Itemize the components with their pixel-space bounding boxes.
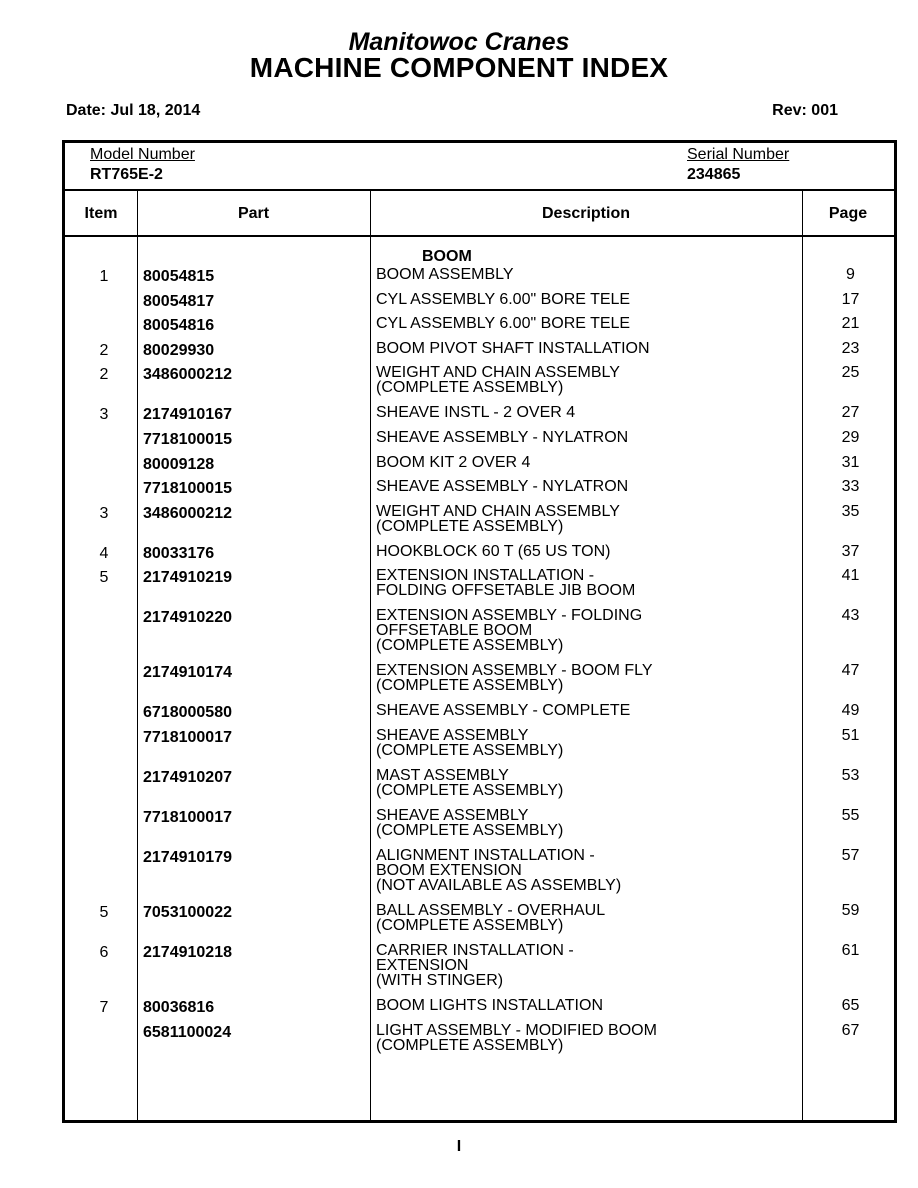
description-line: (COMPLETE ASSEMBLY) (376, 637, 564, 655)
date-label: Date: Jul 18, 2014 (66, 102, 201, 119)
description-cell (376, 998, 603, 1013)
item-cell: 7 (99, 998, 109, 1016)
component-index-table (62, 140, 897, 1123)
description-cell (376, 808, 563, 838)
page-cell: 53 (841, 766, 860, 784)
part-number-cell: 2174910219 (143, 569, 232, 587)
description-cell (376, 455, 530, 470)
company-name: Manitowoc Cranes (348, 28, 570, 56)
page-cell: 57 (841, 846, 860, 864)
part-number-cell: 80054815 (143, 268, 215, 285)
table-row (65, 568, 894, 608)
item-cell: 6 (99, 943, 109, 961)
description-cell (376, 341, 650, 356)
column-header-description: Description (541, 205, 630, 222)
description-line: EXTENSION INSTALLATION - (376, 567, 595, 585)
page-cell: 61 (841, 941, 860, 959)
description-cell (376, 903, 605, 933)
table-row (65, 808, 894, 848)
model-number-value: RT765E-2 (90, 166, 163, 183)
part-number-cell: 2174910207 (143, 768, 232, 786)
part-number-cell: 2174910179 (143, 848, 232, 866)
item-cell: 1 (99, 268, 109, 285)
page-cell: 21 (841, 315, 860, 333)
part-number-cell: 7718100017 (143, 808, 232, 826)
table-row (65, 903, 894, 943)
part-number-cell: 2174910220 (143, 609, 232, 627)
item-cell: 5 (99, 903, 109, 921)
description-cell (376, 365, 620, 395)
serial-number-label: Serial Number (687, 146, 790, 163)
part-number-cell: 80029930 (143, 341, 215, 359)
page-cell: 9 (846, 266, 855, 283)
table-row (65, 728, 894, 768)
description-line: LIGHT ASSEMBLY - MODIFIED BOOM (376, 1021, 657, 1039)
part-number-cell: 2174910174 (143, 664, 232, 682)
table-row (65, 504, 894, 544)
table-row (65, 430, 894, 455)
table-row (65, 316, 894, 341)
item-cell: 5 (99, 569, 109, 587)
part-number-cell: 80054817 (143, 292, 215, 310)
page-cell: 51 (841, 726, 860, 744)
description-line: BOOM LIGHTS INSTALLATION (376, 996, 603, 1014)
page-cell: 59 (841, 901, 860, 919)
description-line: CYL ASSEMBLY 6.00" BORE TELE (376, 290, 631, 308)
serial-number-block (687, 145, 789, 185)
description-line: SHEAVE ASSEMBLY (376, 726, 529, 744)
column-header-page: Page (828, 205, 868, 222)
part-number-cell: 6718000580 (143, 704, 232, 722)
part-number-cell: 2174910167 (143, 406, 232, 424)
table-row (65, 341, 894, 366)
description-line: (COMPLETE ASSEMBLY) (376, 677, 564, 695)
page-cell: 47 (841, 662, 860, 680)
item-cell: 3 (99, 406, 109, 424)
part-number-cell: 6581100024 (143, 1023, 232, 1041)
table-row (65, 455, 894, 480)
page-cell: 17 (841, 290, 860, 308)
description-cell (376, 479, 628, 494)
description-cell (376, 663, 653, 693)
item-cell: 4 (99, 544, 109, 562)
column-header-item: Item (84, 205, 118, 222)
part-number-cell: 3486000212 (143, 504, 232, 522)
description-line: EXTENSION ASSEMBLY - FOLDING (376, 607, 643, 625)
page-cell: 65 (841, 996, 860, 1014)
part-number-cell: 80036816 (143, 998, 215, 1016)
item-cell: 3 (99, 504, 109, 522)
description-line: SHEAVE ASSEMBLY - NYLATRON (376, 428, 629, 446)
part-number-cell: 2174910218 (143, 943, 232, 961)
page-cell: 29 (841, 428, 860, 446)
header-divider-bottom (65, 235, 894, 237)
description-cell (376, 504, 620, 534)
description-line: WEIGHT AND CHAIN ASSEMBLY (376, 364, 620, 382)
item-cell: 2 (99, 366, 109, 384)
header-divider-top (65, 189, 894, 191)
description-line: (COMPLETE ASSEMBLY) (376, 821, 564, 839)
description-line: HOOKBLOCK 60 T (65 US TON) (376, 542, 611, 560)
description-line: BOOM PIVOT SHAFT INSTALLATION (376, 339, 650, 357)
table-row (65, 365, 894, 405)
table-row (65, 544, 894, 569)
description-line: BOOM ASSEMBLY (376, 266, 514, 283)
description-line: CYL ASSEMBLY 6.00" BORE TELE (376, 315, 631, 333)
page-cell: 33 (841, 478, 860, 496)
description-cell (376, 430, 628, 445)
description-line: (COMPLETE ASSEMBLY) (376, 517, 564, 535)
model-number-block (90, 145, 195, 185)
table-row (65, 943, 894, 998)
description-line: BALL ASSEMBLY - OVERHAUL (376, 901, 606, 919)
serial-number-value: 234865 (687, 166, 741, 183)
table-body (65, 247, 894, 1063)
description-line: (NOT AVAILABLE AS ASSEMBLY) (376, 876, 622, 894)
section-title: BOOM (422, 248, 472, 265)
description-cell (376, 1023, 657, 1053)
description-line: MAST ASSEMBLY (376, 766, 509, 784)
description-line: ALIGNMENT INSTALLATION - (376, 846, 595, 864)
description-cell (376, 728, 563, 758)
description-cell (376, 848, 621, 893)
description-cell (376, 316, 630, 331)
description-line: WEIGHT AND CHAIN ASSEMBLY (376, 502, 620, 520)
part-number-cell: 7053100022 (143, 903, 232, 921)
description-line: (WITH STINGER) (376, 971, 504, 989)
table-row (65, 292, 894, 317)
item-cell: 2 (99, 341, 109, 359)
page-number: I (456, 1138, 462, 1155)
document-title: MACHINE COMPONENT INDEX (249, 52, 669, 83)
table-row (65, 405, 894, 430)
description-cell (376, 292, 630, 307)
description-cell (376, 405, 575, 420)
description-line: BOOM KIT 2 OVER 4 (376, 453, 531, 471)
section-heading (65, 247, 894, 267)
page-cell: 35 (841, 502, 860, 520)
description-line: SHEAVE ASSEMBLY (376, 806, 529, 824)
page-cell: 27 (841, 404, 860, 422)
description-line: (COMPLETE ASSEMBLY) (376, 781, 564, 799)
page-cell: 25 (841, 364, 860, 382)
page-cell: 37 (841, 542, 860, 560)
part-number-cell: 7718100015 (143, 430, 232, 448)
part-number-cell: 7718100015 (143, 480, 232, 498)
part-number-cell: 80054816 (143, 317, 215, 335)
description-line: BOOM EXTENSION (376, 861, 522, 879)
description-line: FOLDING OFFSETABLE JIB BOOM (376, 582, 636, 600)
description-cell (376, 943, 574, 988)
page-cell: 43 (841, 607, 860, 625)
model-number-label: Model Number (90, 146, 195, 163)
description-line: CARRIER INSTALLATION - (376, 941, 574, 959)
description-cell (376, 608, 642, 653)
table-row (65, 703, 894, 728)
table-row (65, 267, 894, 292)
page-cell: 31 (841, 453, 860, 471)
column-header-part: Part (237, 205, 270, 222)
part-number-cell: 80009128 (143, 455, 215, 473)
table-row (65, 768, 894, 808)
table-row (65, 998, 894, 1023)
table-row (65, 848, 894, 903)
page-cell: 67 (841, 1021, 860, 1039)
table-row (65, 1023, 894, 1063)
description-line: (COMPLETE ASSEMBLY) (376, 916, 564, 934)
part-number-cell: 80033176 (143, 544, 215, 562)
part-number-cell: 7718100017 (143, 728, 232, 746)
description-line: (COMPLETE ASSEMBLY) (376, 379, 564, 397)
description-line: OFFSETABLE BOOM (376, 622, 533, 640)
page-cell: 55 (841, 806, 860, 824)
table-row (65, 663, 894, 703)
table-row (65, 608, 894, 663)
description-line: EXTENSION ASSEMBLY - BOOM FLY (376, 662, 653, 680)
page-cell: 49 (841, 702, 860, 720)
revision-label: Rev: 001 (772, 102, 838, 119)
description-line: SHEAVE INSTL - 2 OVER 4 (376, 404, 576, 422)
part-number-cell: 3486000212 (143, 366, 232, 384)
description-line: SHEAVE ASSEMBLY - COMPLETE (376, 702, 631, 720)
page-cell: 23 (841, 339, 860, 357)
description-cell (376, 267, 514, 282)
description-cell (376, 768, 563, 798)
description-line: SHEAVE ASSEMBLY - NYLATRON (376, 478, 629, 496)
description-cell (376, 568, 635, 598)
description-cell (376, 703, 630, 718)
description-line: EXTENSION (376, 956, 469, 974)
table-row (65, 479, 894, 504)
description-line: (COMPLETE ASSEMBLY) (376, 1036, 564, 1054)
page-cell: 41 (841, 567, 860, 585)
description-cell (376, 544, 610, 559)
description-line: (COMPLETE ASSEMBLY) (376, 741, 564, 759)
